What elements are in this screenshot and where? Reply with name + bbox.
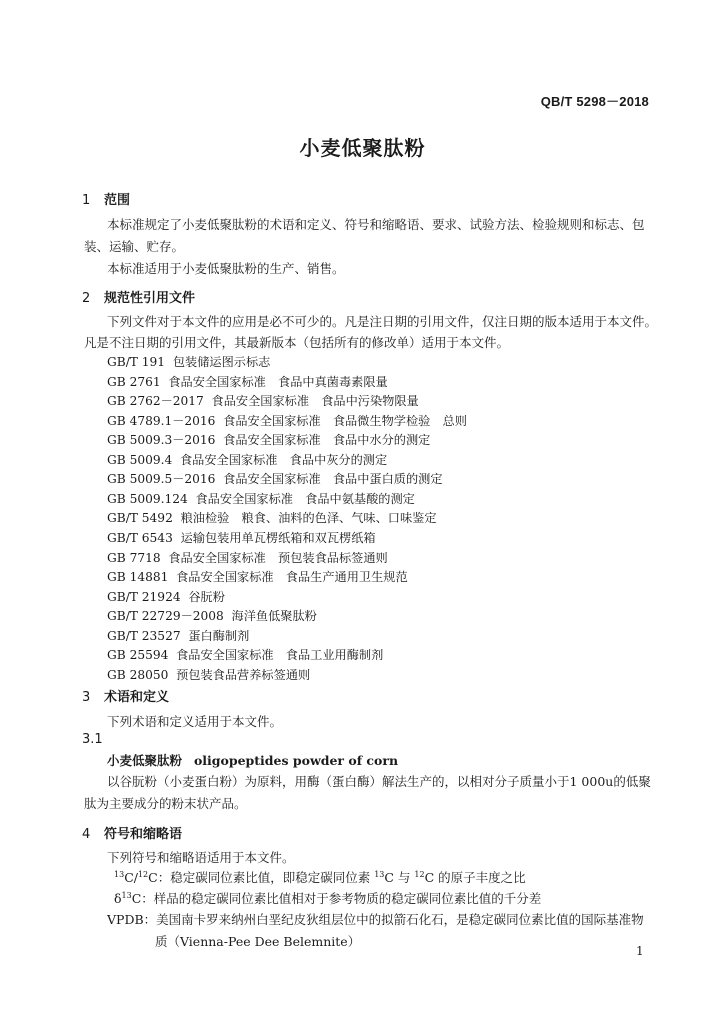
reference-item bbox=[107, 627, 249, 644]
reference-title: 运输包装用单瓦楞纸箱和双瓦楞纸箱 bbox=[180, 531, 376, 545]
reference-code: GB 5009.3－2016 bbox=[107, 433, 216, 448]
reference-item bbox=[107, 490, 415, 507]
term-name-cn: 小麦低聚肽粉 bbox=[107, 753, 183, 768]
reference-title: 粮油检验 粮食、油料的色泽、气味、口味鉴定 bbox=[180, 511, 437, 526]
scope-paragraph-2: 本标准适用于小麦低聚肽粉的生产、销售。 bbox=[107, 261, 345, 276]
reference-code: GB/T 191 bbox=[107, 355, 166, 369]
reference-code: GB/T 23527 bbox=[107, 628, 181, 643]
reference-title: 食品安全国家标准 食品中灰分的测定 bbox=[179, 452, 388, 467]
reference-title: 食品安全国家标准 食品中氨基酸的测定 bbox=[195, 491, 415, 506]
reference-item bbox=[107, 353, 270, 370]
term-definition-line2: 肽为主要成分的粉末状产品。 bbox=[84, 796, 247, 811]
reference-code: GB 7718 bbox=[107, 550, 161, 565]
symbols-intro: 下列符号和缩略语适用于本文件。 bbox=[107, 850, 295, 865]
symbol-delta-carbon: $\delta^{13}C$：样品的稳定碳同位素比值相对于参考物质的稳定碳同位素比值的千分差 bbox=[114, 891, 542, 906]
reference-title: 食品安全国家标准 食品中蛋白质的测定 bbox=[223, 472, 443, 487]
reference-code: GB 25594 bbox=[107, 648, 169, 663]
section-label: 符号和缩略语 bbox=[104, 827, 183, 842]
reference-item bbox=[107, 509, 437, 526]
section-number: 3 bbox=[82, 690, 91, 705]
reference-title: 谷朊粉 bbox=[188, 589, 225, 604]
section-heading-3 bbox=[82, 686, 169, 705]
reference-code: GB 4789.1－2016 bbox=[107, 413, 216, 428]
reference-title: 海洋鱼低聚肽粉 bbox=[231, 609, 317, 624]
reference-title: 食品安全国家标准 食品微生物学检验 总则 bbox=[223, 413, 467, 428]
section-number: 4 bbox=[82, 827, 91, 842]
section-heading-4 bbox=[82, 823, 182, 842]
reference-item bbox=[107, 373, 388, 390]
references-intro-line1: 下列文件对于本文件的应用是必不可少的。凡是注日期的引用文件，仅注日期的版本适用于本文件。 bbox=[107, 314, 658, 329]
term-entry bbox=[107, 751, 398, 769]
reference-item bbox=[107, 412, 467, 429]
term-name-en: oligopeptides powder of corn bbox=[193, 753, 399, 768]
symbol-vpdb-line1: VPDB：美国南卡罗来纳州白垩纪皮狄组层位中的拟箭石化石，是稳定碳同位素比值的国际基准物 bbox=[107, 912, 644, 927]
reference-code: GB 5009.4 bbox=[107, 452, 173, 467]
reference-code: GB/T 21924 bbox=[107, 589, 181, 604]
page-number: 1 bbox=[636, 944, 644, 958]
reference-item bbox=[107, 666, 310, 683]
reference-item bbox=[107, 392, 419, 409]
scope-paragraph-line2: 装、运输、贮存。 bbox=[84, 239, 185, 254]
section-number: 1 bbox=[82, 193, 91, 208]
section-label: 范围 bbox=[104, 193, 131, 208]
reference-item bbox=[107, 451, 387, 468]
section-heading-2 bbox=[82, 287, 195, 306]
reference-code: GB 28050 bbox=[107, 667, 169, 682]
reference-code: GB 2762－2017 bbox=[107, 394, 204, 409]
reference-title: 食品安全国家标准 食品中污染物限量 bbox=[211, 394, 419, 409]
term-definition-line1: 以谷朊粉（小麦蛋白粉）为原料，用酶（蛋白酶）解法生产的，以相对分子质量小于1 000u的低聚 bbox=[107, 774, 651, 789]
reference-title: 食品安全国家标准 预包装食品标签通则 bbox=[168, 550, 388, 565]
reference-item bbox=[107, 529, 376, 546]
clause-number: 3.1 bbox=[82, 732, 103, 747]
reference-title: 包装储运图示标志 bbox=[172, 355, 271, 369]
reference-code: GB 5009.5－2016 bbox=[107, 472, 216, 487]
reference-item bbox=[107, 646, 383, 663]
reference-title: 食品安全国家标准 食品中水分的测定 bbox=[223, 433, 431, 448]
reference-code: GB 5009.124 bbox=[107, 491, 188, 506]
section-label: 术语和定义 bbox=[104, 690, 170, 705]
reference-code: GB/T 6543 bbox=[107, 531, 173, 545]
reference-item bbox=[107, 549, 388, 566]
reference-item bbox=[107, 470, 443, 487]
symbol-carbon-ratio: $^{13}$C/$^{12}$C：稳定碳同位素比值，即稳定碳同位素 $^{13}$C 与 $^{12}$C 的原子丰度之比 bbox=[114, 870, 526, 885]
reference-item bbox=[107, 568, 408, 585]
section-heading-1 bbox=[82, 189, 130, 208]
references-intro-line2: 凡是不注日期的引用文件，其最新版本（包括所有的修改单）适用于本文件。 bbox=[84, 335, 510, 350]
reference-item bbox=[107, 588, 225, 605]
reference-code: GB/T 5492 bbox=[107, 511, 173, 526]
standard-number: QB/T 5298－2018 bbox=[540, 94, 649, 109]
section-number: 2 bbox=[82, 291, 91, 306]
reference-title: 预包装食品营养标签通则 bbox=[176, 667, 311, 682]
reference-code: GB 14881 bbox=[107, 570, 169, 584]
reference-item bbox=[107, 607, 317, 624]
reference-code: GB/T 22729－2008 bbox=[107, 609, 224, 624]
scope-paragraph-line1: 本标准规定了小麦低聚肽粉的术语和定义、符号和缩略语、要求、试验方法、检验规则和标志、包 bbox=[107, 217, 645, 232]
reference-title: 蛋白酶制剂 bbox=[188, 628, 250, 643]
reference-title: 食品安全国家标准 食品中真菌毒素限量 bbox=[168, 374, 388, 389]
reference-code: GB 2761 bbox=[107, 374, 161, 389]
reference-title: 食品安全国家标准 食品工业用酶制剂 bbox=[176, 648, 384, 663]
section-label: 规范性引用文件 bbox=[104, 291, 196, 306]
reference-title: 食品安全国家标准 食品生产通用卫生规范 bbox=[176, 570, 408, 584]
page-title: 小麦低聚肽粉 bbox=[299, 136, 426, 160]
symbol-vpdb-line2: 质（Vienna-Pee Dee Belemnite） bbox=[155, 934, 361, 949]
reference-item bbox=[107, 431, 430, 448]
terms-intro: 下列术语和定义适用于本文件。 bbox=[107, 714, 283, 729]
